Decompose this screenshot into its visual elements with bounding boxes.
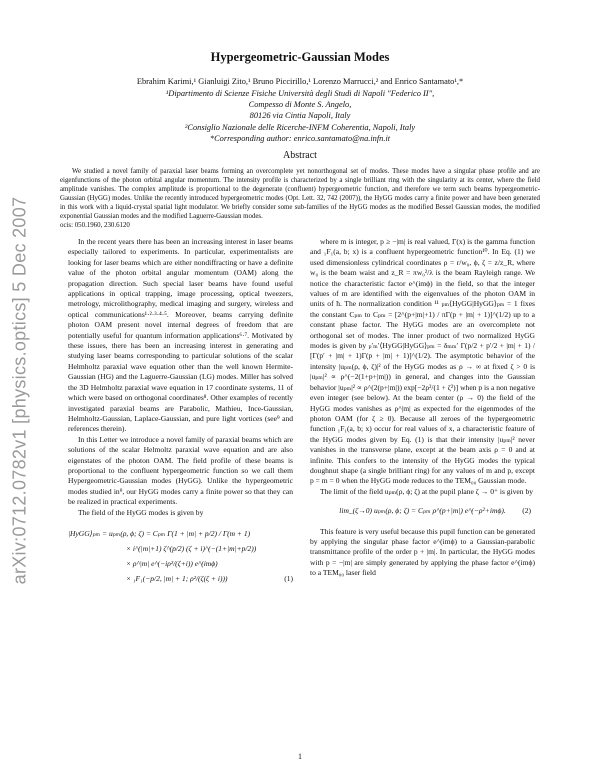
abstract-heading: Abstract <box>283 149 317 161</box>
right-column <box>310 237 535 579</box>
body-paragraph-1: where m is integer, p ≥ −|m| is real valued, Γ(x) is the gamma function and ₁F₁(a, b; x) is a confluent hypergeometric function¹⁰. In Eq. (1) we used dimensionless cylindrical coordinates ρ = r/w₀, ϕ, ζ = z/z_R, where w₀ is the beam waist and z_R = πw₀²/λ is the beam Rayleigh range. We notice the characteristic factor e^(imϕ) in the field, so that the integer values of m are identified with the eigenvalues of the photon OAM in units of ħ. The normalization condition ¹¹ ₚₘ⟨HyGG|HyGG⟩ₚₘ = 1 fixes the constant Cₚₘ to Cₚₘ = [2^(p+|m|+1) / πΓ(p + |m| + 1)]^(1/2) up to a constant phase factor. The HyGG modes are an overcomplete not orthogonal set of modes. The inner product of two normalized HyGG modes is given by ₚ′ₘ′⟨HyGG|HyGG⟩ₚₘ = δₘₘ′ Γ(p/2 + p′/2 + |m| + 1) / [Γ(p′ + |m| + 1)Γ(p + |m| + 1)]^(1/2). The asymptotic behavior of the intensity |uₚₘ(ρ, ϕ, ζ)|² of the HyGG modes as ρ → ∞ at fixed ζ > 0 is |uₚₘ|² ∝ ρ^(−2(1+p+|m|)) in general, and changes into the Gaussian behavior |uₚₘ|² ∝ ρ^(2(p+|m|)) exp[−2ρ²/(1 + ζ²)] when p is a non negative even integer (see below). At the beam center (ρ → 0) the field of the HyGG modes vanishes as ρ^|m| as expected for the eigenmodes of the photon OAM (for ζ ≥ 0). Because all zeroes of the hypergeometric function ₁F₁(a, b; x) occur for real values of x, a characteristic feature of the HyGG modes given by Eq. (1) is that their intensity |uₚₘ|² never vanishes in the transverse plane, except at the beam axis ρ = 0 and at infinite. This confers to the intensity of the HyGG modes the typical doughnut shape (a single brilliant ring) for any values of m and p, except p = m = 0 when the HyGG mode reduces to the TEM₀₀ Gaussian mode. <box>310 237 535 486</box>
intro-paragraph-1: In the recent years there has been an increasing interest in laser beams especially tailored to experiments. In particular, experimentalists are looking for laser beams which are either nondiffracting or have a definite value of the photon orbital angular momentum (OAM) along the propagation direction. Such special laser beams have found useful applications in optical trapping, image processing, optical tweezers, metrology, microlithography, medical imaging and surgery, wireless and optical communications¹·²·³·⁴·⁵. Moreover, beams carrying definite photon OAM present novel internal degrees of freedom that are potentially useful for quantum information applications⁶·⁷. Motivated by these issues, there has been an increasing interest in generating and studying laser beams corresponding to particular solutions of the scalar Helmholtz paraxial wave equation other than the well known Hermite-Gaussian (HG) and the Laguerre-Gaussian (LG) modes. Miller has solved the 3D Helmholtz paraxial wave equation in 17 coordinate systems, 11 of which were based on orthogonal coordinates⁸. Other examples of recently investigated paraxial beams are Parabolic, Mathieu, Ince-Gaussian, Helmholtz-Gaussian, Laplace-Gaussian, and pure light vortices (see⁹ and references therein). <box>68 237 293 434</box>
intro-paragraph-2: In this Letter we introduce a novel family of paraxial beams which are solutions of the scalar Helmoltz paraxial wave equation and are also eigenstates of the photon OAM. The field profile of these beams is proportional to the confluent hypergeometric function so we call them Hypergeometric-Gaussian modes (HyGG). Unlike the hypergeometric modes studied in⁹, our HyGG modes carry a finite power so that they can be realized in practical experiments. <box>68 434 293 507</box>
affiliation-line-1: ¹Dipartimento di Scienze Fisiche Università degli Studi di Napoli "Federico II", <box>165 88 435 98</box>
page-number: 1 <box>298 752 302 761</box>
affiliation-line-2: Compesso di Monte S. Angelo, <box>248 99 352 109</box>
equation-2-number: (2) <box>522 506 531 516</box>
arxiv-identifier-text: arXiv:0712.0782v1 [physics.optics] 5 Dec 2007 <box>9 196 30 584</box>
body-paragraph-2: The limit of the field uₚₘ(ρ, ϕ; ζ) at the pupil plane ζ → 0⁺ is given by <box>320 486 533 496</box>
affiliation-line-4: ²Consiglio Nazionale delle Ricerche-INFM Coherentia, Napoli, Italy <box>184 122 416 132</box>
equation-1-line-1: |HyGG⟩ₚₘ = uₚₘ(ρ, ϕ; ζ) = Cₚₘ Γ(1 + |m| + p/2) / Γ(m + 1) <box>68 528 251 538</box>
abstract-text: We studied a novel family of paraxial laser beams forming an overcomplete yet nonorthogonal set of modes. These modes have a singular phase profile and are eigenfunctions of the photon orbital angular momentum. The intensity profile is characterized by a single brilliant ring with the singularity at its center, where the field amplitude vanishes. The complex amplitude is proportional to the degenerate (confluent) hypergeometric function, and therefore we term such beams hypergeometric-Gaussian (HyGG) modes. Unlike the recently introduced hypergeometric modes (Opt. Lett. 32, 742 (2007)), the HyGG modes carry a finite power and have been generated in this work with a liquid-crystal spatial light modulator. We briefly consider some sub-families of the HyGG modes as the modified Bessel Gaussian modes, the modified exponential Gaussian modes and the modified Laguerre-Gaussian modes. <box>60 168 540 220</box>
author-list: Ebrahim Karimi,¹ Gianluigi Zito,¹ Bruno Piccirillo,¹ Lorenzo Marrucci,² and Enrico Santamato¹,* <box>136 77 464 86</box>
left-column <box>68 237 293 592</box>
equation-1-line-3: × ρ^|m| e^(−iρ²/(ζ+i)) e^(imϕ) <box>126 558 218 568</box>
corresponding-author: *Corresponding author: enrico.santamato@na.infn.it <box>209 134 391 144</box>
arxiv-identifier-stamp <box>2 180 38 600</box>
abstract-section <box>60 167 540 230</box>
paper-header <box>60 50 540 161</box>
equation-2 <box>310 506 535 516</box>
intro-paragraph-3: The field of the HyGG modes is given by <box>78 507 204 517</box>
equation-1 <box>68 526 293 586</box>
ocis-codes: ocis: 050.1960, 230.6120 <box>60 222 130 229</box>
equation-1-line-4-text: × ₁F₁(−p/2, |m| + 1; ρ²/(ζ(ζ + i))) <box>126 573 228 583</box>
body-paragraph-3: This feature is very useful because this pupil function can be generated by applying the singular phase factor e^(imϕ) to a Gaussian-parabolic transmittance profile of the order p + |m|. In particular, the HyGG modes with p = −|m| are simply generated by applying the phase factor e^(imϕ) to a TEM₀₀ laser field <box>310 526 535 578</box>
equation-2-text: lim_(ζ→0) uₚₘ(ρ, ϕ; ζ) = Cₚₘ ρ^(p+|m|) e^(−ρ²+imϕ). <box>339 506 506 516</box>
paper-title: Hypergeometric-Gaussian Modes <box>210 50 390 64</box>
equation-1-line-4 <box>68 571 293 586</box>
equation-1-number: (1) <box>284 573 293 583</box>
affiliation-line-3: 80126 via Cintia Napoli, Italy <box>249 111 351 121</box>
equation-1-line-2: × i^(|m|+1) ζ^(p/2) (ζ + i)^(−(1+|m|+p/2)) <box>126 543 257 553</box>
